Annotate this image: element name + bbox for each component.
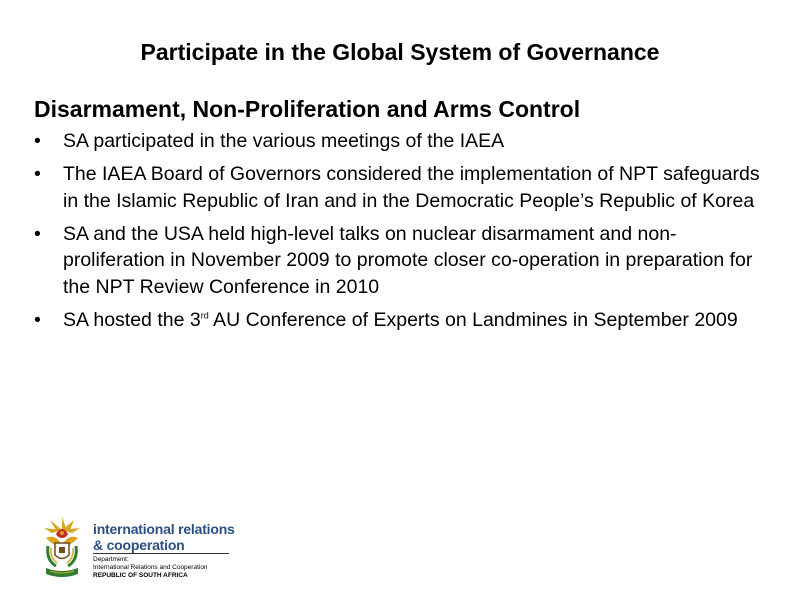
logo-department bbox=[93, 556, 208, 580]
bullet-icon: • bbox=[34, 308, 41, 331]
bullet-icon: • bbox=[34, 130, 41, 152]
logo-name-line-2: & cooperation bbox=[93, 537, 185, 553]
logo-department-name: International Relations and Cooperation bbox=[93, 564, 208, 571]
ordinal-suffix: rd bbox=[200, 310, 209, 320]
bullet-item-2 bbox=[34, 161, 764, 214]
bullet-text: SA and the USA held high-level talks on nuclear disarmament and non-proliferation in November 2009 to promote closer co-operation in preparation for the NPT Review Conference in 2010 bbox=[63, 222, 753, 298]
bullet-text: The IAEA Board of Governors considered the implementation of NPT safeguards in the Islamic Republic of Iran and in the Democratic People’s Republic of Korea bbox=[63, 163, 760, 212]
bullet-icon: • bbox=[34, 163, 41, 185]
logo-name bbox=[93, 521, 235, 553]
bullet-text-end: AU Conference of Experts on Landmines in September 2009 bbox=[208, 308, 738, 331]
logo-country: REPUBLIC OF SOUTH AFRICA bbox=[93, 572, 188, 579]
slide-title: Participate in the Global System of Governance bbox=[140, 39, 660, 65]
bullet-list bbox=[34, 128, 764, 340]
logo-name-line-1: international relations bbox=[93, 521, 235, 537]
bullet-text bbox=[63, 309, 738, 331]
logo-divider bbox=[93, 553, 229, 554]
logo-department-label: Department: bbox=[93, 556, 129, 563]
bullet-text: SA participated in the various meetings of the IAEA bbox=[63, 130, 505, 152]
coat-of-arms-icon bbox=[40, 516, 84, 580]
bullet-text-start: SA hosted the 3 bbox=[63, 308, 201, 331]
bullet-item-4 bbox=[34, 307, 764, 334]
bullet-icon: • bbox=[34, 222, 41, 245]
dirco-logo bbox=[40, 516, 240, 580]
bullet-item-1 bbox=[34, 128, 764, 155]
section-heading: Disarmament, Non-Proliferation and Arms Control bbox=[34, 96, 581, 122]
bullet-item-3 bbox=[34, 221, 764, 301]
